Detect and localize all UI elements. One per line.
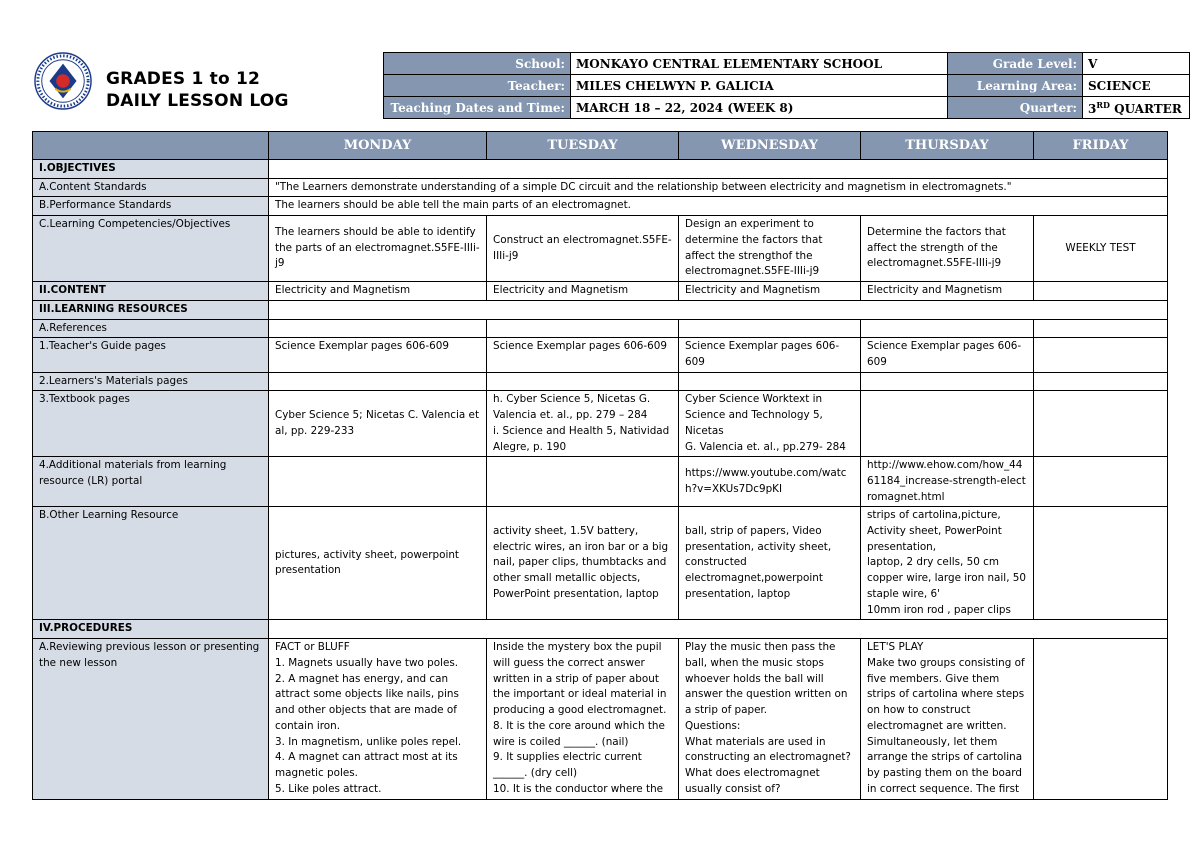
day-header-tuesday: TUESDAY	[487, 132, 679, 160]
teaching-dates-label: Teaching Dates and Time:	[384, 97, 571, 119]
content-thursday: Electricity and Magnetism	[861, 281, 1034, 300]
teachers-guide-friday	[1034, 338, 1168, 372]
textbook-thursday	[861, 391, 1034, 457]
lr-portal-thursday-link[interactable]: http://www.ehow.com/how_4461184_increase-strength-electromagnet.html	[861, 457, 1034, 507]
day-header-monday: MONDAY	[269, 132, 487, 160]
teacher-label: Teacher:	[384, 75, 571, 97]
review-monday: FACT or BLUFF 1. Magnets usually have two poles. 2. A magnet has energy, and can attract some objects like nails, pins and other objects that are made of contain iron. 3. In magnetism, unlike poles repel. 4. A magnet can attract most at its magnetic poles. 5. Like poles attract.	[269, 639, 487, 800]
grade-level-value: V	[1083, 53, 1190, 75]
corner-cell	[33, 132, 269, 160]
school-value: MONKAYO CENTRAL ELEMENTARY SCHOOL	[571, 53, 948, 75]
quarter-label: Quarter:	[948, 97, 1083, 119]
content-friday	[1034, 281, 1168, 300]
textbook-pages-label: 3.Textbook pages	[33, 391, 269, 457]
learners-materials-label: 2.Learners's Materials pages	[33, 372, 269, 391]
learning-area-label: Learning Area:	[948, 75, 1083, 97]
references-monday	[269, 319, 487, 338]
other-resources-label: B.Other Learning Resource	[33, 507, 269, 620]
references-thursday	[861, 319, 1034, 338]
lr-portal-wednesday-link[interactable]: https://www.youtube.com/watch?v=XKUs7Dc9pKI	[679, 457, 861, 507]
day-header-thursday: THURSDAY	[861, 132, 1034, 160]
teachers-guide-thursday: Science Exemplar pages 606-609	[861, 338, 1034, 372]
content-monday: Electricity and Magnetism	[269, 281, 487, 300]
content-standards-label: A.Content Standards	[33, 178, 269, 197]
learners-materials-monday	[269, 372, 487, 391]
textbook-friday	[1034, 391, 1168, 457]
lr-portal-friday	[1034, 457, 1168, 507]
objectives-heading: I.OBJECTIVES	[33, 160, 269, 179]
competencies-label: C.Learning Competencies/Objectives	[33, 216, 269, 282]
competency-monday: The learners should be able to identify the parts of an electromagnet.S5FE-IIIi-j9	[269, 216, 487, 282]
competency-tuesday: Construct an electromagnet.S5FE-IIIi-j9	[487, 216, 679, 282]
learners-materials-friday	[1034, 372, 1168, 391]
learning-resources-heading: III.LEARNING RESOURCES	[33, 300, 269, 319]
teachers-guide-monday: Science Exemplar pages 606-609	[269, 338, 487, 372]
textbook-wednesday: Cyber Science Worktext in Science and Technology 5, Nicetas G. Valencia et. al., pp.279- 284	[679, 391, 861, 457]
content-heading: II.CONTENT	[33, 281, 269, 300]
references-label: A.References	[33, 319, 269, 338]
lr-portal-monday	[269, 457, 487, 507]
day-header-friday: FRIDAY	[1034, 132, 1168, 160]
content-tuesday: Electricity and Magnetism	[487, 281, 679, 300]
competency-friday: WEEKLY TEST	[1034, 216, 1168, 282]
teachers-guide-label: 1.Teacher's Guide pages	[33, 338, 269, 372]
other-resources-tuesday: activity sheet, 1.5V battery, electric wires, an iron bar or a big nail, paper clips, thumbtacks and other small metallic objects, PowerPoint presentation, laptop	[487, 507, 679, 620]
grade-level-label: Grade Level:	[948, 53, 1083, 75]
review-lesson-label: A.Reviewing previous lesson or presenting the new lesson	[33, 639, 269, 800]
other-resources-wednesday: ball, strip of papers, Video presentation, activity sheet, constructed electromagnet,powerpoint presentation, laptop	[679, 507, 861, 620]
competency-wednesday: Design an experiment to determine the factors that affect the strengthof the electromagnet.S5FE-IIIi-j9	[679, 216, 861, 282]
content-wednesday: Electricity and Magnetism	[679, 281, 861, 300]
title-line-2: DAILY LESSON LOG	[106, 91, 289, 111]
deped-seal-logo	[34, 52, 92, 110]
learning-resources-blank	[269, 300, 1168, 319]
daily-lesson-log-table	[32, 131, 1168, 800]
other-resources-thursday: strips of cartolina,picture, Activity sheet, PowerPoint presentation, laptop, 2 dry cells, 50 cm copper wire, large iron nail, 50 staple wire, 6' 10mm iron rod , paper clips	[861, 507, 1034, 620]
objectives-blank	[269, 160, 1168, 179]
procedures-blank	[269, 620, 1168, 639]
procedures-heading: IV.PROCEDURES	[33, 620, 269, 639]
lr-portal-label: 4.Additional materials from learning resource (LR) portal	[33, 457, 269, 507]
competency-thursday: Determine the factors that affect the strength of the electromagnet.S5FE-IIIi-j9	[861, 216, 1034, 282]
learners-materials-thursday	[861, 372, 1034, 391]
document-title	[106, 68, 289, 112]
content-standards-value: "The Learners demonstrate understanding of a simple DC circuit and the relationship between electricity and magnetism in electromagnets."	[269, 178, 1168, 197]
review-friday	[1034, 639, 1168, 800]
teacher-value: MILES CHELWYN P. GALICIA	[571, 75, 948, 97]
quarter-value: 3RD QUARTER	[1083, 97, 1190, 119]
school-label: School:	[384, 53, 571, 75]
teaching-dates-value: MARCH 18 – 22, 2024 (WEEK 8)	[571, 97, 948, 119]
performance-standards-value: The learners should be able tell the main parts of an electromagnet.	[269, 197, 1168, 216]
other-resources-monday: pictures, activity sheet, powerpoint presentation	[269, 507, 487, 620]
textbook-monday: Cyber Science 5; Nicetas C. Valencia et al, pp. 229-233	[269, 391, 487, 457]
review-tuesday: Inside the mystery box the pupil will guess the correct answer written in a strip of paper about the important or ideal material in producing a good electromagnet. 8. It is the core around which the wire is coiled ______. (nail) 9. It supplies electric current ______. (dry cell) 10. It is the conductor where the	[487, 639, 679, 800]
review-thursday: LET'S PLAY Make two groups consisting of five members. Give them strips of cartolina where steps on how to construct electromagnet are written. Simultaneously, let them arrange the strips of cartolina by pasting them on the board in correct sequence. The first	[861, 639, 1034, 800]
title-line-1: GRADES 1 to 12	[106, 69, 261, 89]
learners-materials-tuesday	[487, 372, 679, 391]
references-friday	[1034, 319, 1168, 338]
other-resources-friday	[1034, 507, 1168, 620]
learning-area-value: SCIENCE	[1083, 75, 1190, 97]
lr-portal-tuesday	[487, 457, 679, 507]
performance-standards-label: B.Performance Standards	[33, 197, 269, 216]
textbook-tuesday: h. Cyber Science 5, Nicetas G. Valencia et. al., pp. 279 – 284 i. Science and Health 5, Natividad Alegre, p. 190	[487, 391, 679, 457]
teachers-guide-tuesday: Science Exemplar pages 606-609	[487, 338, 679, 372]
header-info-table	[383, 52, 1190, 119]
day-header-wednesday: WEDNESDAY	[679, 132, 861, 160]
teachers-guide-wednesday: Science Exemplar pages 606-609	[679, 338, 861, 372]
learners-materials-wednesday	[679, 372, 861, 391]
review-wednesday: Play the music then pass the ball, when the music stops whoever holds the ball will answer the question written on a strip of paper. Questions: What materials are used in constructing an electromagnet? What does electromagnet usually consist of?	[679, 639, 861, 800]
references-wednesday	[679, 319, 861, 338]
references-tuesday	[487, 319, 679, 338]
